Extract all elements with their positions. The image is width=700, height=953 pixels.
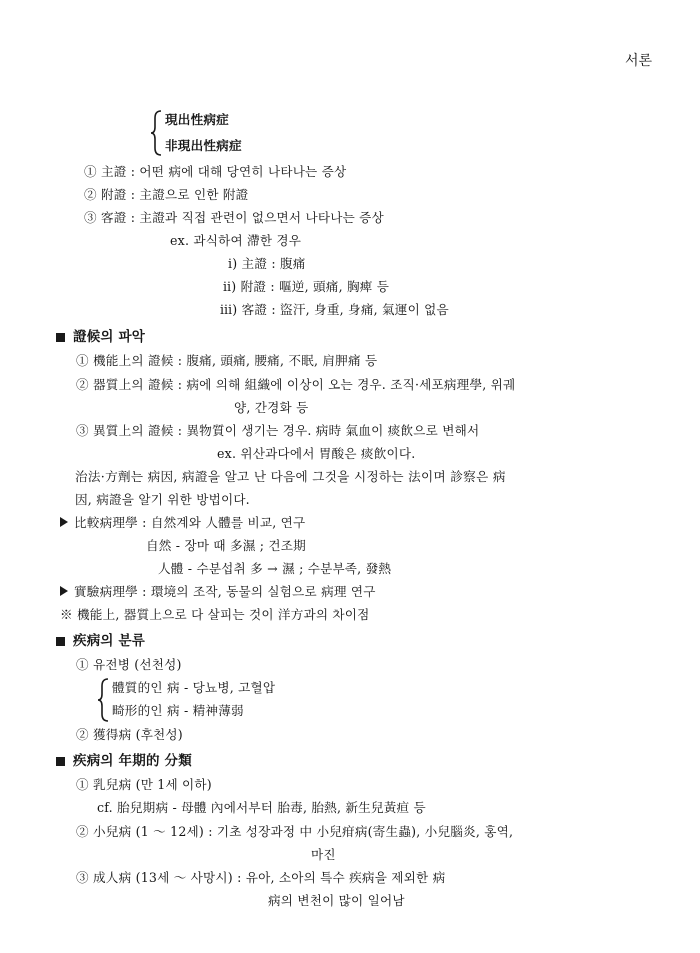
list-item: ③ 客證 : 主證과 직접 관련이 없으면서 나타나는 증상 (84, 210, 384, 225)
list-item: ③ 成人病 (13세 ～ 사망시) : 유아, 소아의 특수 疾病을 제외한 病 (76, 870, 446, 885)
brace-item: 非現出性病症 (165, 138, 242, 153)
list-item: ② 附證 : 主證으로 인한 附證 (84, 187, 249, 202)
brace-item: 體質的인 病 - 당뇨병, 고혈압 (112, 680, 276, 695)
square-bullet-icon (56, 333, 65, 342)
list-item: ② 器質上의 證候 : 病에 의해 組織에 이상이 오는 경우. 조직·세포病理學, 위궤 (76, 377, 516, 392)
sub-item: ⅰ) 主證 : 腹痛 (228, 256, 306, 271)
section-heading: 疾病의 분류 (56, 633, 145, 649)
paragraph-line: 治法·方劑는 病因, 病證을 알고 난 다음에 그것을 시정하는 法이며 診察은 病 (75, 469, 506, 484)
brace-item: 畸形的인 病 - 精神薄弱 (112, 703, 244, 718)
list-item: ② 獲得病 (후천성) (76, 727, 183, 742)
list-item: ② 小兒病 (1 ～ 12세) : 기초 성장과정 中 小兒疳病(寄生蟲), 小兒腦炎, 홍역, (76, 824, 514, 839)
sub-item: ⅱ) 附證 : 嘔逆, 頭痛, 胸痺 등 (223, 279, 390, 294)
sub-item: ⅲ) 客證 : 盜汗, 身重, 身痛, 氣運이 없음 (220, 302, 449, 317)
example-line: ex. 위산과다에서 胃酸은 痰飮이다. (217, 446, 416, 461)
list-item: ③ 異質上의 證候 : 異物質이 생기는 경우. 病時 氣血이 痰飮으로 변해서 (76, 423, 480, 438)
compare-item: 比較病理學 : 自然계와 人體를 비교, 연구 (60, 515, 305, 531)
triangle-bullet-icon (60, 586, 68, 596)
compare-sub: 自然 - 장마 때 多濕 ; 건조期 (146, 538, 306, 553)
list-item: ① 主證 : 어떤 病에 대해 당연히 나타나는 증상 (84, 164, 347, 179)
compare-item: 實驗病理學 : 環境의 조작, 동물의 실험으로 病理 연구 (60, 584, 376, 600)
cf-line: cf. 胎兒期病 - 母體 內에서부터 胎毒, 胎熱, 新生兒黃疸 등 (97, 800, 426, 815)
list-item: ① 機能上의 證候 : 腹痛, 頭痛, 腰痛, 不眠, 肩胛痛 등 (76, 353, 378, 368)
brace-bracket (97, 678, 111, 722)
list-item: ① 乳兒病 (만 1세 이하) (76, 777, 212, 792)
brace-bracket (150, 110, 164, 156)
square-bullet-icon (56, 637, 65, 646)
compare-sub: 人體 - 수분섭취 多 → 濕 ; 수분부족, 發熱 (158, 561, 392, 576)
note-line: ※ 機能上, 器質上으로 다 살피는 것이 洋方과의 차이점 (60, 607, 370, 622)
list-item-continued: 마진 (311, 847, 336, 862)
list-item-continued: 病의 변천이 많이 일어남 (268, 893, 405, 908)
list-item: ① 유전병 (선천성) (76, 657, 182, 672)
example-line: ex. 과식하여 滯한 경우 (170, 233, 302, 248)
running-head: 서론 (624, 53, 652, 69)
square-bullet-icon (56, 757, 65, 766)
section-heading: 疾病의 年期的 分類 (56, 753, 192, 769)
section-heading: 證候의 파악 (56, 329, 145, 345)
triangle-bullet-icon (60, 517, 68, 527)
paragraph-line: 因, 病證을 알기 위한 방법이다. (75, 492, 250, 507)
list-item-continued: 양, 간경화 등 (234, 400, 309, 415)
brace-item: 現出性病症 (165, 112, 229, 127)
